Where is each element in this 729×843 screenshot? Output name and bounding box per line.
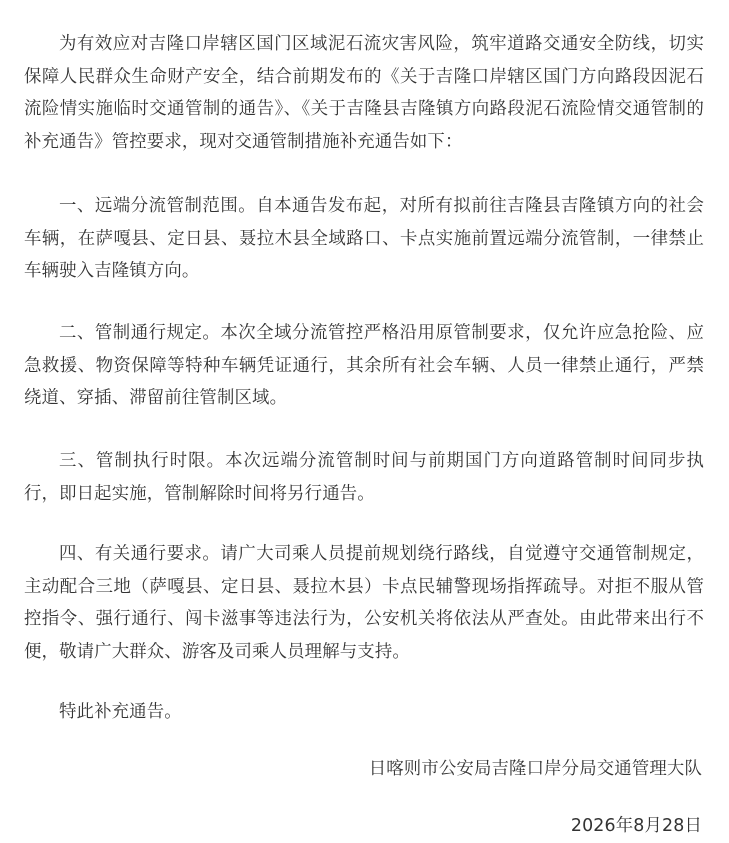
section-1-paragraph: 一、远端分流管制范围。自本通告发布起，对所有拟前往吉隆县吉隆镇方向的社会车辆，在萨嘎县、定日县、聂拉木县全域路口、卡点实施前置远端分流管制，一律禁止车辆驶入吉隆镇方向。 [24, 196, 704, 281]
closing-paragraph: 特此补充通告。 [59, 702, 182, 722]
issuer-signature: 日喀则市公安局吉隆口岸分局交通管理大队 [368, 759, 702, 779]
intro-paragraph: 为有效应对吉隆口岸辖区国门区域泥石流灾害风险，筑牢道路交通安全防线，切实保障人民群众生命财产安全，结合前期发布的《关于吉隆口岸辖区国门方向路段因泥石流险情实施临时交通管制的通告》、《关于吉隆县吉隆镇方向路段泥石流险情交通管制的补充通告》管控要求，现对交通管制措施补充通告如下： [24, 34, 704, 152]
section-3-paragraph: 三、管制执行时限。本次远端分流管制时间与前期国门方向道路管制时间同步执行，即日起实施，管制解除时间将另行通告。 [24, 451, 704, 504]
section-4-paragraph: 四、有关通行要求。请广大司乘人员提前规划绕行路线，自觉遵守交通管制规定，主动配合三地（萨嘎县、定日县、聂拉木县）卡点民辅警现场指挥疏导。对拒不服从管控指令、强行通行、闯卡滋事等违法行为，公安机关将依法从严查处。由此带来出行不便，敬请广大群众、游客及司乘人员理解与支持。 [24, 544, 704, 662]
issue-date: 2026年8月28日 [570, 816, 702, 836]
section-2-paragraph: 二、管制通行规定。本次全域分流管控严格沿用原管制要求，仅允许应急抢险、应急救援、物资保障等特种车辆凭证通行，其余所有社会车辆、人员一律禁止通行，严禁绕道、穿插、滞留前往管制区域。 [24, 323, 704, 408]
